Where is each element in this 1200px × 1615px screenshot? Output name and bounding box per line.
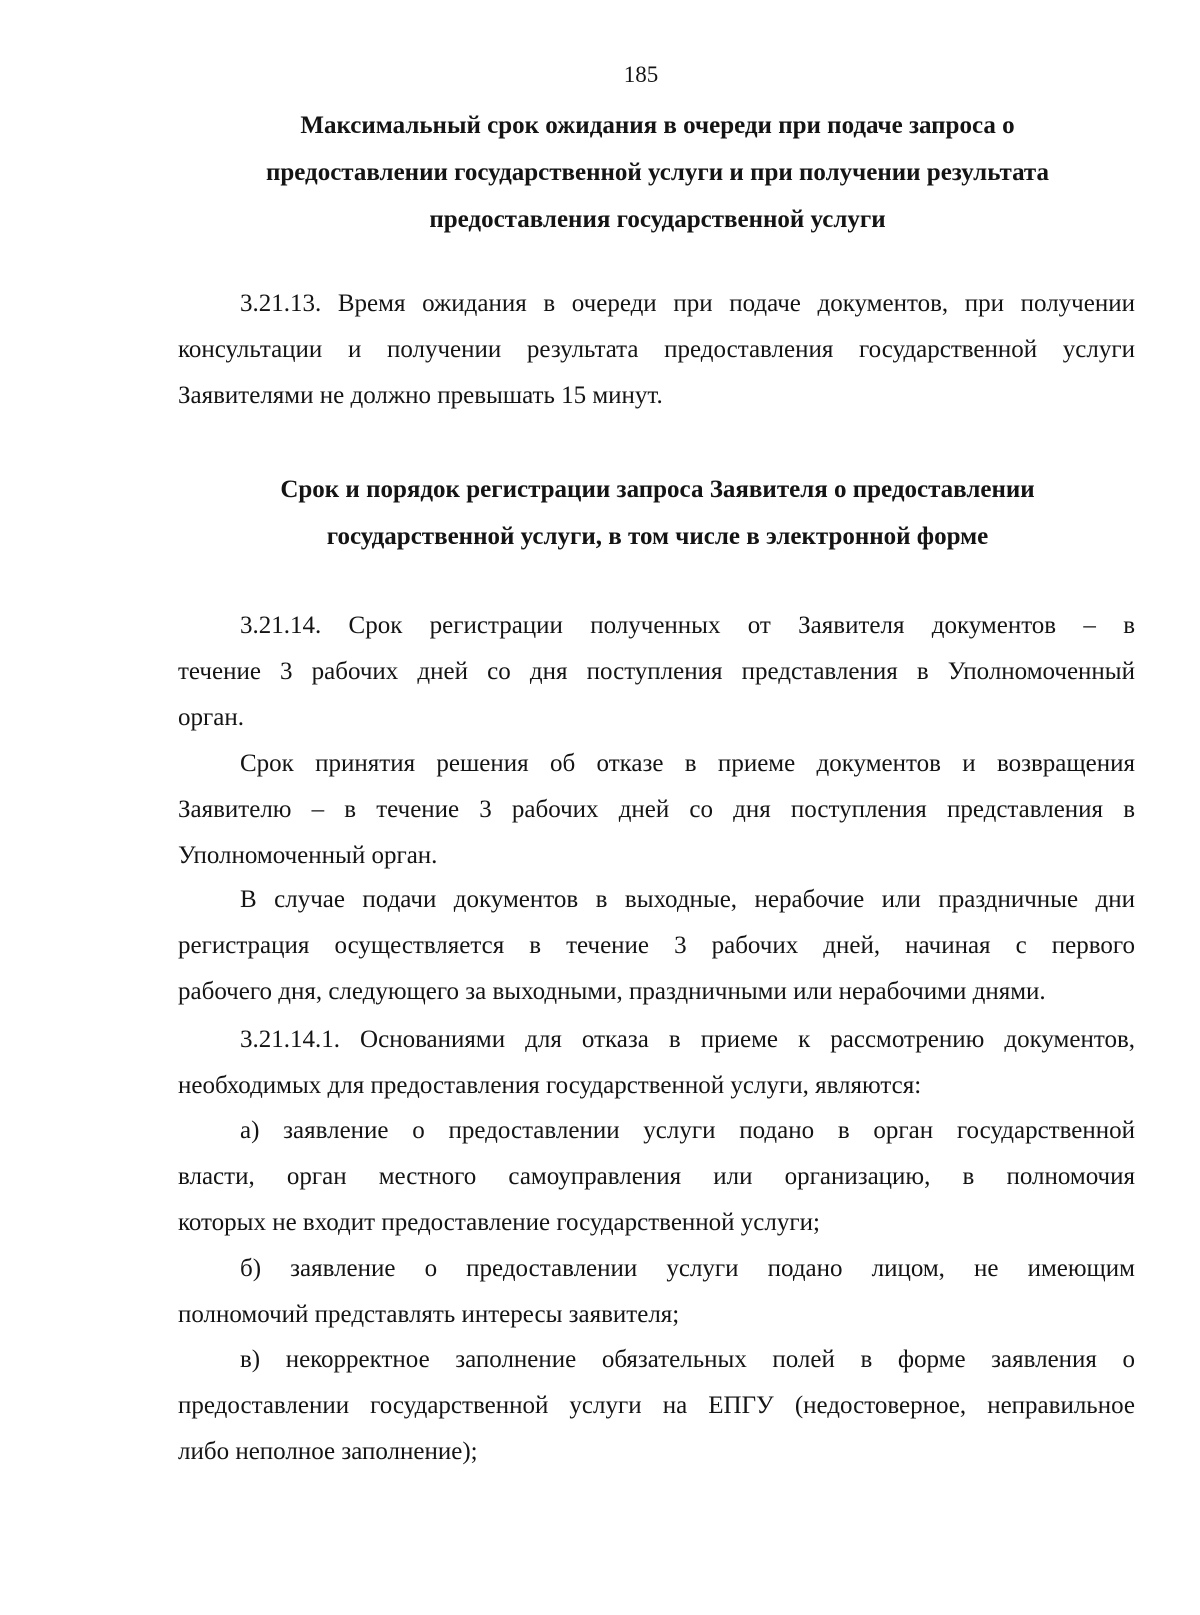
- paragraph-line: орган.: [178, 704, 244, 731]
- heading-line: государственной услуги, в том числе в электронной форме: [326, 523, 989, 550]
- paragraph-line: Заявителю – в течение 3 рабочих дней со дня поступления представления в: [178, 796, 1135, 823]
- paragraph-line: 3.21.14. Срок регистрации полученных от Заявителя документов – в: [240, 612, 1135, 639]
- section-heading-registration-term: [170, 466, 1145, 560]
- heading-line: предоставлении государственной услуги и при получении результата: [265, 159, 1050, 186]
- paragraph-line: 3.21.13. Время ожидания в очереди при подаче документов, при получении: [240, 290, 1135, 317]
- paragraph-line: предоставлении государственной услуги на ЕПГУ (недостоверное, неправильное: [178, 1392, 1135, 1419]
- list-item-v: [178, 1337, 1135, 1475]
- paragraph-line: которых не входит предоставление государственной услуги;: [178, 1209, 820, 1236]
- paragraph-line: Срок принятия решения об отказе в приеме документов и возвращения: [240, 750, 1135, 777]
- paragraph-refusal-term: [178, 741, 1135, 879]
- paragraph-weekend-submission: [178, 877, 1135, 1015]
- paragraph-line: полномочий представлять интересы заявителя;: [178, 1301, 680, 1328]
- heading-line: Максимальный срок ожидания в очереди при подаче запроса о: [300, 112, 1015, 139]
- paragraph-line: необходимых для предоставления государственной услуги, являются:: [178, 1072, 922, 1099]
- paragraph-line: б) заявление о предоставлении услуги подано лицом, не имеющим: [240, 1255, 1135, 1282]
- paragraph-3-21-13: [178, 281, 1135, 419]
- paragraph-line: в) некорректное заполнение обязательных полей в форме заявления о: [240, 1346, 1135, 1373]
- paragraph-line: Уполномоченный орган.: [178, 842, 438, 869]
- section-heading-max-wait-time: [170, 102, 1145, 243]
- paragraph-line: регистрация осуществляется в течение 3 рабочих дней, начиная с первого: [178, 932, 1135, 959]
- heading-line: Срок и порядок регистрации запроса Заявителя о предоставлении: [280, 476, 1035, 503]
- list-item-b: [178, 1246, 1135, 1338]
- paragraph-3-21-14-1: [178, 1017, 1135, 1109]
- paragraph-line: либо неполное заполнение);: [178, 1438, 478, 1465]
- paragraph-line: 3.21.14.1. Основаниями для отказа в приеме к рассмотрению документов,: [240, 1026, 1135, 1053]
- heading-line: предоставления государственной услуги: [429, 206, 886, 233]
- paragraph-line: рабочего дня, следующего за выходными, праздничными или нерабочими днями.: [178, 978, 1046, 1005]
- page-number: 185: [623, 62, 659, 87]
- paragraph-line: Заявителями не должно превышать 15 минут.: [178, 382, 663, 409]
- paragraph-line: течение 3 рабочих дней со дня поступления представления в Уполномоченный: [178, 658, 1135, 685]
- paragraph-3-21-14: [178, 603, 1135, 741]
- paragraph-line: В случае подачи документов в выходные, нерабочие или праздничные дни: [240, 886, 1135, 913]
- list-item-a: [178, 1108, 1135, 1246]
- paragraph-line: а) заявление о предоставлении услуги подано в орган государственной: [240, 1117, 1135, 1144]
- paragraph-line: власти, орган местного самоуправления или организацию, в полномочия: [178, 1163, 1135, 1190]
- paragraph-line: консультации и получении результата предоставления государственной услуги: [178, 336, 1135, 363]
